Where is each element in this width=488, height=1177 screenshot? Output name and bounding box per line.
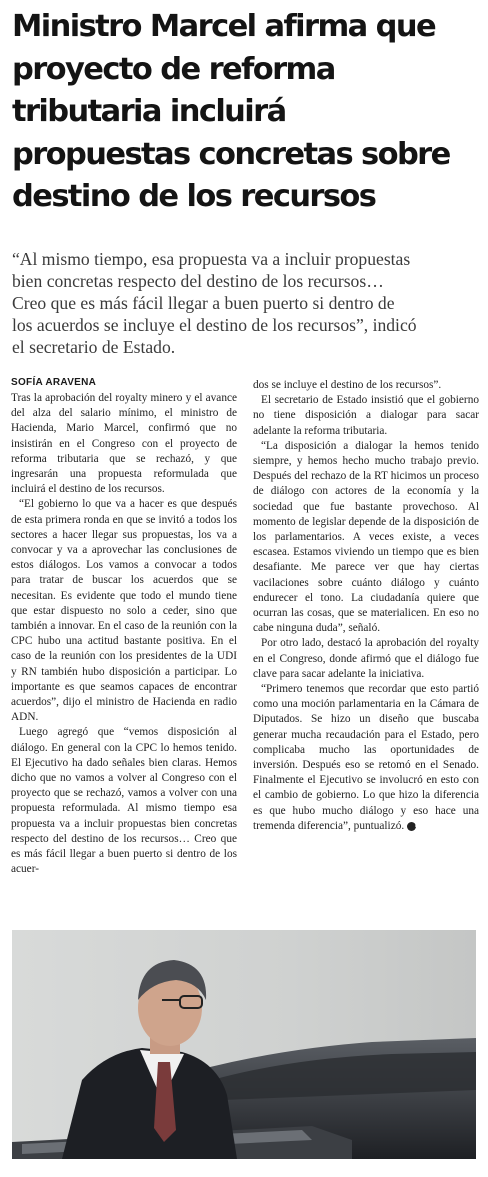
headline-line: Ministro Marcel afirma que bbox=[12, 9, 436, 44]
lead-line: el secretario de Estado. bbox=[12, 337, 176, 357]
lead-line: “Al mismo tiempo, esa propuesta va a incluir propuestas bbox=[12, 249, 411, 269]
article-photo bbox=[12, 930, 476, 1159]
body-paragraph: El secretario de Estado insistió que el gobierno no tiene disposición a dialogar para sacar adelante la reforma tributaria. bbox=[253, 394, 479, 437]
lead-line: Creo que es más fácil llegar a buen puerto si dentro de bbox=[12, 293, 395, 313]
body-paragraph: Luego agregó que “vemos disposición al diálogo. En general con la CPC lo hemos tenido. El Ejecutivo ha dado señales bien claras. Hemos dicho que no vamos a volver al Congreso con el proyecto que se rechazó, vamos a volver con una propuesta reformulada. Al mismo tiempo esa propuesta va a incluir propuestas bien concretas respecto del destino de los recursos… Creo que es más fácil llegar a buen puerto si dentro de los acuer- bbox=[11, 726, 237, 876]
end-of-article-icon: P bbox=[407, 822, 416, 831]
body-paragraph-text: “Primero tenemos que recordar que esto partió como una moción parlamentaria en la Cámara de Diputados. Se hizo un diseño que buscaba generar mucha recaudación para el Estado, pero complicaba mucho las oportunidades de inversión. Después eso se retomó en el Senado. Finalmente el Ejecutivo se involucró en esto con el cambio de gobierno. Lo que hizo la diferencia es que hubo mucho diálogo y eso hace una tremenda diferencia”, puntualizó. bbox=[253, 683, 479, 832]
photo-illustration bbox=[12, 930, 476, 1159]
headline-line: tributaria incluirá bbox=[12, 94, 286, 129]
headline-line: propuestas concretas sobre bbox=[12, 136, 450, 172]
body-column-right bbox=[253, 378, 479, 834]
headline-line: destino de los recursos bbox=[12, 179, 376, 214]
body-paragraph: Por otro lado, destacó la aprobación del royalty en el Congreso, donde afirmó que el diálogo fue clave para sacar adelante la iniciativa. bbox=[253, 637, 479, 680]
headline bbox=[12, 6, 482, 219]
body-paragraph: dos se incluye el destino de los recursos”. bbox=[253, 379, 442, 391]
body-paragraph: “El gobierno lo que va a hacer es que después de esta primera ronda en que se invitó a todos los sectores a hacer llegar sus propuestas, los va a convocar y va a aprovechar las conclusiones de estos diálogos. Los vamos a convocar a todos para tratar de buscar los acuerdos que se necesitan. Es evidente que todo el mundo tiene que estar dispuesto no solo a ceder, sino que también a innovar. En el caso de la reunión con la CPC hubo una actitud bastante positiva. En el caso de la reunión con los presidentes de la UDI y RN también hubo disposición a participar. Lo importante es que seamos capaces de encontrar acuerdos”, dijo el ministro de Hacienda en radio ADN. bbox=[11, 498, 237, 724]
lead-line: bien concretas respecto del destino de los recursos… bbox=[12, 271, 384, 291]
lead-quote bbox=[12, 248, 478, 358]
body-paragraph bbox=[253, 682, 479, 834]
lead-line: los acuerdos se incluye el destino de los recursos”, indicó bbox=[12, 315, 417, 335]
body-paragraph: Tras la aprobación del royalty minero y el avance del alza del salario mínimo, el ministro de Hacienda, Mario Marcel, confirmó que no insistirán en el Congreso con el proyecto de reforma tributaria que se rechazó, y que ingresarán una propuesta reformulada que incluirá el destino de los recursos. bbox=[11, 392, 237, 496]
body-paragraph: “La disposición a dialogar la hemos tenido siempre, y hemos hecho mucho trabajo previo. Después del rechazo de la RT hicimos un proceso de diálogo con actores de la economía y la sociedad que fue bastante provechoso. Al momento de legislar depende de la disposición de los parlamentarios. A veces existe, a veces escasea. Estamos viviendo un tiempo que es bien desafiante. Me parece ver que hay ciertas vacilaciones sobre cuánto diálogo y cuánto endurecer el tono. La ciudadanía quiere que ocurran las cosas, que se materialicen. En eso no cabe ninguna duda”, señaló. bbox=[253, 439, 479, 635]
byline: SOFÍA ARAVENA bbox=[11, 377, 97, 388]
headline-line: proyecto de reforma bbox=[12, 51, 335, 87]
body-column-left bbox=[11, 376, 237, 878]
